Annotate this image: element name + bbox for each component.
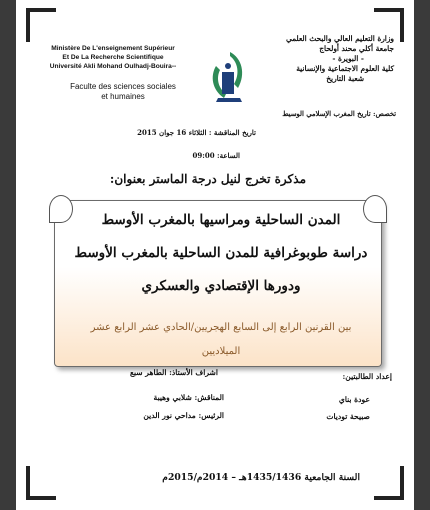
memo-title: مذكرة تخرج لنيل درجة الماستر بعنوان: xyxy=(109,172,306,186)
faculty-line-1: Faculte des sciences sociales xyxy=(70,82,176,91)
ministry-arabic: وزارة التعليم العالي والبحث العلمي xyxy=(285,34,394,43)
thesis-period xyxy=(66,316,376,364)
department-arabic: شعبة التاريخ xyxy=(326,74,364,83)
thesis-period-line-2: الميلاديين xyxy=(201,346,241,357)
corner-ornament-bottom-left xyxy=(26,466,56,500)
thesis-title-line-2: دراسة طوبوغرافية للمدن الساحلية بالمغرب الأوسط xyxy=(74,245,368,261)
ministry-line: Ministère De L'enseignement Supérieur xyxy=(51,45,175,52)
student-1: عودة بناي xyxy=(338,395,370,404)
prepared-by-label: إعداد الطالبتين: xyxy=(342,372,392,381)
corner-ornament-bottom-right xyxy=(374,466,404,500)
discussion-date: تاريخ المناقشة : الثلاثاء 16 جوان 2015 xyxy=(137,128,256,137)
thesis-period-line-1: بين القرنين الرابع إلى السابع الهجريين/الحادي عشر الرابع عشر xyxy=(90,322,352,333)
faculty-line-2: et humaines xyxy=(101,92,145,101)
faculty-french xyxy=(68,82,178,102)
student-2: صبيحة توديات xyxy=(326,412,370,421)
corner-ornament-top-left xyxy=(26,8,56,42)
thesis-title-line-1: المدن الساحلية ومراسيها بالمغرب الأوسط xyxy=(101,212,341,228)
research-line: Et De La Recherche Scientifique xyxy=(62,54,164,61)
university-arabic: جامعة أكلي محند أولحاج xyxy=(319,44,394,53)
faculty-arabic: كلية العلوم الاجتماعية والإنسانية xyxy=(296,64,394,73)
thesis-title-line-3: ودورها الإقتصادي والعسكري xyxy=(141,278,301,294)
document-page xyxy=(16,0,414,510)
supervisor: اشراف الأستاذ: الطاهر سبع xyxy=(129,368,218,377)
university-line: Université Akli Mohand Oulhadj-Bouira-- xyxy=(49,63,177,70)
committee-president: الرئيس: مداحي نور الدين xyxy=(143,411,224,420)
discussant: المناقش: شلابي وهيبة xyxy=(153,393,224,402)
specialization: تخصص: تاريخ المغرب الإسلامي الوسيط xyxy=(282,110,396,118)
university-logo-icon xyxy=(200,48,254,106)
academic-year: السنة الجامعية 1435/1436هـ – 2014م/2015م xyxy=(162,472,360,483)
french-header xyxy=(38,44,188,71)
city-arabic: - البويرة - xyxy=(332,54,364,63)
discussion-time: الساعة: 09:00 xyxy=(192,151,240,160)
arabic-header xyxy=(264,34,394,84)
